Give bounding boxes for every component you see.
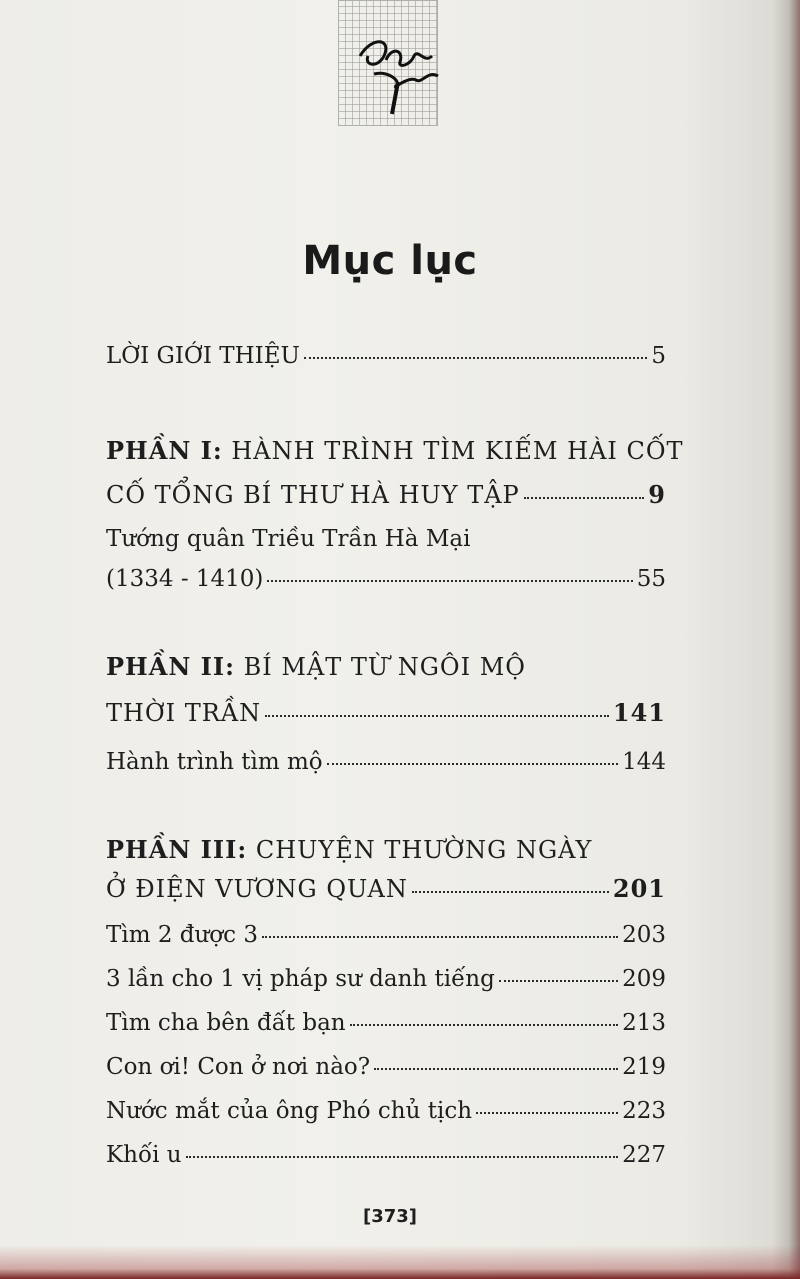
toc-item-label: Con ơi! Con ở nơi nào? [106, 1054, 371, 1080]
toc-item-label: Hành trình tìm mộ [106, 749, 323, 775]
toc-part-3-heading [106, 835, 592, 864]
toc-item [106, 966, 666, 992]
toc-part-2-line2 [106, 698, 666, 727]
toc-item-line1: Tướng quân Triều Trần Hà Mại [106, 526, 471, 552]
dot-leader [262, 936, 618, 938]
part-prefix: PHẦN III: [106, 835, 248, 864]
toc-entry-page: 5 [651, 343, 666, 369]
toc-entry-page: 144 [622, 749, 666, 775]
toc-item-label: Nước mắt của ông Phó chủ tịch [106, 1098, 473, 1124]
dot-leader [327, 763, 618, 765]
part-title-line1: CHUYỆN THƯỜNG NGÀY [255, 836, 593, 864]
toc-entry-intro [106, 343, 666, 369]
toc-item [106, 1098, 666, 1124]
toc-entry-page: 201 [612, 874, 666, 903]
toc-part-1-line2 [106, 480, 666, 509]
part-title-line2: CỐ TỔNG BÍ THƯ HÀ HUY TẬP [106, 481, 520, 509]
dot-leader [476, 1112, 618, 1114]
toc-item-label: Tìm cha bên đất bạn [106, 1010, 346, 1036]
toc-entry-page: 227 [622, 1142, 666, 1168]
page-edge-shadow [772, 0, 800, 1279]
dot-leader [499, 980, 618, 982]
dot-leader [265, 715, 609, 717]
dot-leader [524, 497, 645, 499]
toc-item [106, 566, 666, 592]
toc-part-1-heading [106, 436, 684, 465]
toc-item-label: Tìm 2 được 3 [106, 922, 258, 948]
part-title-line2: Ở ĐIỆN VƯƠNG QUAN [106, 875, 408, 903]
toc-item [106, 1010, 666, 1036]
toc-entry-page: 55 [636, 566, 666, 592]
page-number: [373] [362, 1206, 418, 1227]
page-title: Mục lục [302, 238, 478, 284]
part-title-line1: HÀNH TRÌNH TÌM KIẾM HÀI CỐT [231, 437, 684, 465]
toc-item [106, 922, 666, 948]
dot-leader [374, 1068, 618, 1070]
toc-entry-page: 213 [622, 1010, 666, 1036]
toc-entry-page: 209 [622, 966, 666, 992]
toc-entry-page: 219 [622, 1054, 666, 1080]
dot-leader [412, 891, 609, 893]
dot-leader [267, 580, 632, 582]
part-title-line2: THỜI TRẦN [106, 699, 262, 727]
dot-leader [186, 1156, 619, 1158]
toc-entry-page: 9 [648, 480, 666, 509]
toc-item-line2: (1334 - 1410) [106, 566, 264, 592]
toc-part-3-line2 [106, 874, 666, 903]
toc-item [106, 749, 666, 775]
dot-leader [304, 357, 647, 359]
toc-entry-label: LỜI GIỚI THIỆU [106, 343, 300, 369]
toc-item-label: 3 lần cho 1 vị pháp sư danh tiếng [106, 966, 495, 992]
toc-part-2-heading [106, 652, 526, 681]
toc-entry-page: 203 [622, 922, 666, 948]
toc-entry-page: 141 [612, 698, 666, 727]
toc-entry-page: 223 [622, 1098, 666, 1124]
part-title-line1: BÍ MẬT TỪ NGÔI MỘ [243, 653, 526, 681]
part-prefix: PHẦN II: [106, 652, 235, 681]
part-prefix: PHẦN I: [106, 436, 223, 465]
toc-item-label: Khối u [106, 1142, 182, 1168]
toc-item [106, 1142, 666, 1168]
toc-item [106, 1054, 666, 1080]
publisher-signature-logo [352, 26, 452, 116]
dot-leader [350, 1024, 618, 1026]
book-cover-edge [0, 1245, 800, 1279]
